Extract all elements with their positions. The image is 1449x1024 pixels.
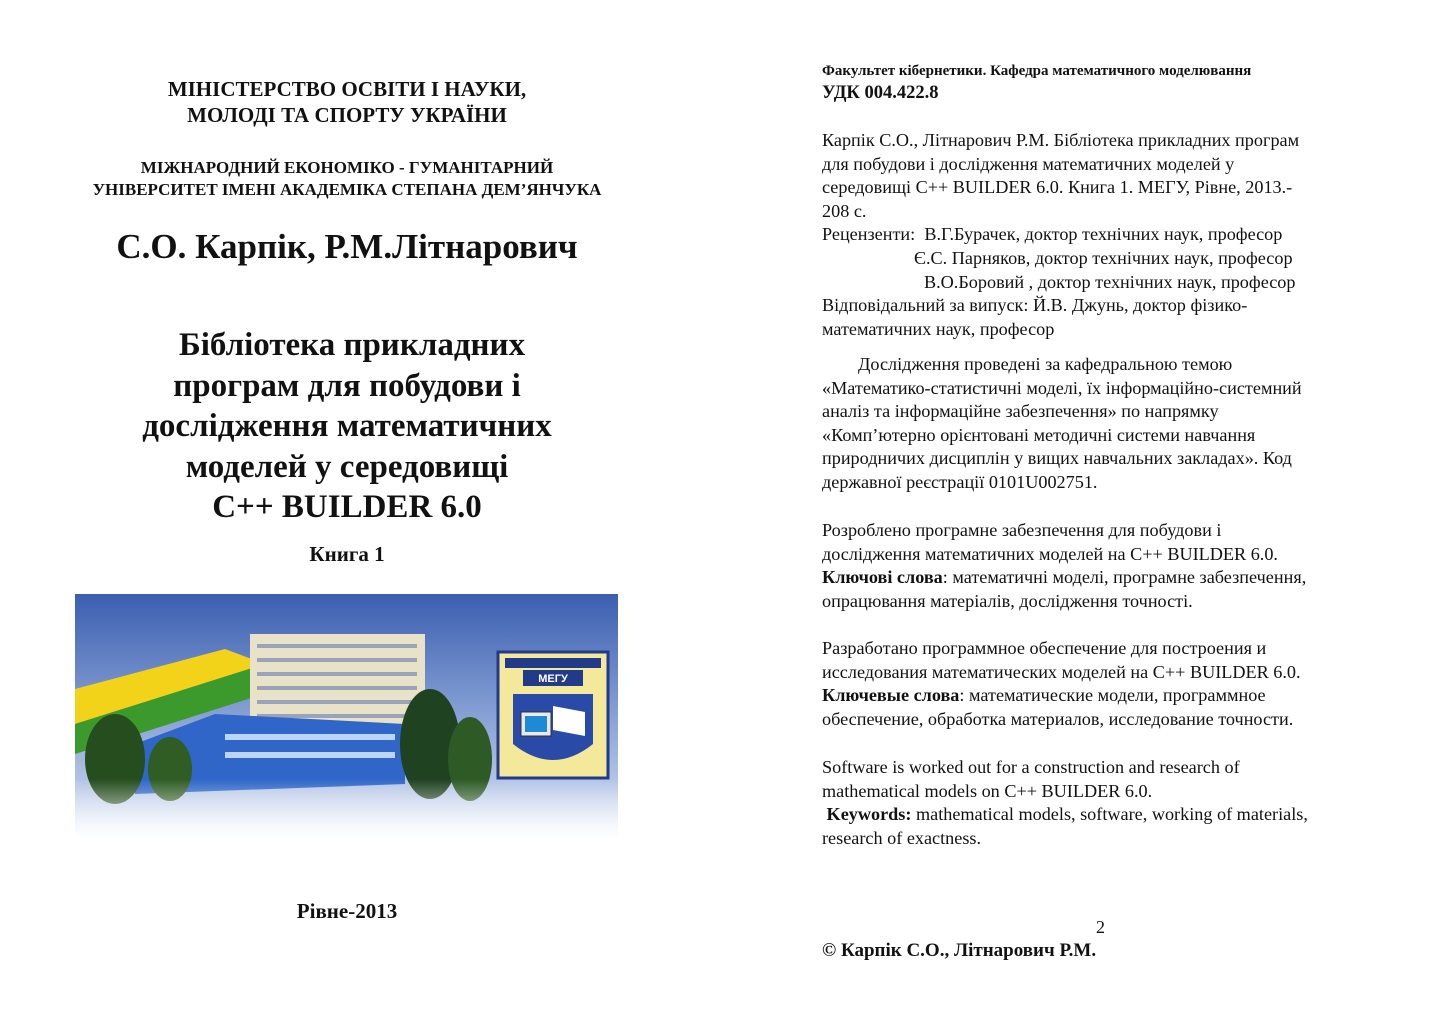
book-number: Книга 1: [309, 542, 385, 566]
abstract-russian: Разработано программное обеспечение для построения и исследования математических моделей на C++ BUILDER 6.0. Ключевые слова: математические модели, программное обеспечение, обработка материалов, исследование точности.: [822, 638, 1301, 729]
faculty-line: Факультет кібернетики. Кафедра математичного моделювання: [822, 63, 1252, 79]
left-page: [0, 0, 724, 1024]
university-heading: МІЖНАРОДНИЙ ЕКОНОМІКО - ГУМАНІТАРНИЙ УНІВЕРСИТЕТ ІМЕНІ АКАДЕМІКА СТЕПАНА ДЕМ’ЯНЧУКА: [92, 158, 602, 199]
abstract-english: Software is worked out for a construction and research of mathematical models on C++ BUILDER 6.0. Keywords: mathematical models, software, working of materials, research of exactness.: [822, 757, 1308, 848]
emblem-label: МЕГУ: [538, 673, 568, 685]
university-emblem: [498, 652, 608, 778]
authors: С.О. Карпік, Р.М.Літнарович: [116, 227, 578, 266]
abstract-ukrainian: Розроблено програмне забезпечення для побудови і дослідження математичних моделей на C++ BUILDER 6.0. Ключові слова: математичні моделі, програмне забезпечення, опрацювання матеріалів, дослідження точності.: [822, 520, 1307, 611]
study-paragraph: Дослідження проведені за кафедральною темою «Математико-статистичні моделі, їх інформаційно-системний аналіз та інформаційне забезпечення» по напрямку «Комп’ютерно орієнтовані методичні системи навчання природничих дисциплін у вищих навчальних закладах». Код державної реєстрації 0101U002751.: [822, 354, 1302, 492]
university-photo: [75, 594, 618, 838]
udk-code: УДК 004.422.8: [822, 83, 939, 103]
bibliographic-block: Карпік С.О., Літнарович Р.М. Бібліотека прикладних програм для побудови і дослідження математичних моделей у середовищі С++ BUILDER 6.0. Книга 1. МЕГУ, Рівне, 2013.- 208 с. Рецензенти: В.Г.Бурачек, доктор технічних наук, професор Є.С. Парняков, доктор технічних наук, професор В.О.Боровий , доктор технічних наук, професор Відповідальний за випуск: Й.В. Джунь, доктор фізико- математичних наук, професор: [822, 129, 1422, 341]
city-year: Рівне-2013: [296, 899, 398, 923]
copyright: © Карпік С.О., Літнарович Р.М.: [822, 940, 1097, 961]
page-number: 2: [1096, 917, 1105, 937]
reviewers-line: Рецензенти: В.Г.Бурачек, доктор технічних наук, професор: [822, 224, 1283, 245]
book-title: Бібліотека прикладних програм для побудови і дослідження математичних моделей у середовищі C++ BUILDER 6.0: [142, 327, 552, 525]
keywords-label: Ключевые слова: [822, 685, 960, 706]
keywords-label: Ключові слова: [822, 567, 943, 588]
keywords-label: Keywords:: [826, 804, 912, 825]
ministry-heading: МІНІСТЕРСТВО ОСВІТИ І НАУКИ, МОЛОДІ ТА СПОРТУ УКРАЇНИ: [167, 77, 527, 127]
